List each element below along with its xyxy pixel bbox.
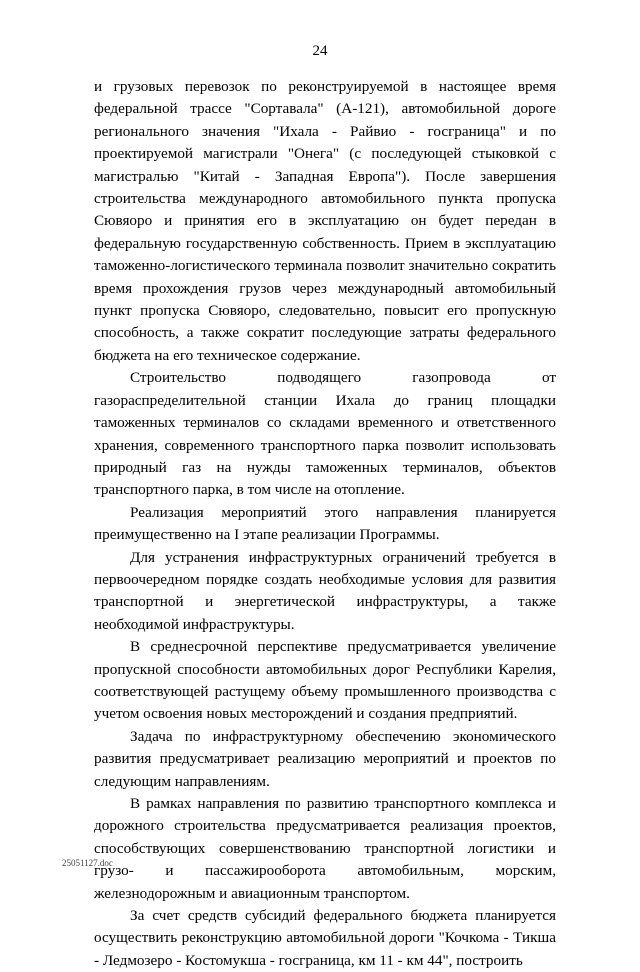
paragraph-2: Строительство подводящего газопровода от газораспределительной станции Ихала до границ площадки таможенных терминалов со складами временного и ответственного хранения, современного транспортного парка позволит использовать природный газ на нужды таможенных терминалов, объектов транспортного парка, в том числе на отопление. [94, 369, 556, 499]
page-number: 24 [312, 43, 328, 59]
paragraph-5: В среднесрочной перспективе предусматривается увеличение пропускной способности автомобильных дорог Республики Карелия, соответствующей растущему объему промышленного производства с учетом освоения новых месторождений и создания предприятий. [94, 638, 556, 723]
paragraph-3: Реализация мероприятий этого направления планируется преимущественно на I этапе реализации Программы. [94, 503, 556, 544]
paragraph-1: и грузовых перевозок по реконструируемой в настоящее время федеральной трассе "Сортавала" (А-121), автомобильной дороге регионального значения "Ихала - Райвио - госграница" и по проектируемой магистрали "Онега" (с последующей стыковкой с магистралью "Китай - Западная Европа"). После завершения строительства международного автомобильного пункта пропуска Сювяоро и принятия его в эксплуатацию он будет передан в федеральную государственную собственность. Прием в эксплуатацию таможенно-логистического терминала позволит значительно сократить время прохождения грузов через международный автомобильный пункт пропуска Сювяоро, следовательно, повысит его пропускную способность, а также сократит последующие затраты федерального бюджета на его техническое содержание. [94, 78, 556, 364]
footer-filename: 25051127.doc [62, 858, 113, 868]
paragraph-6: Задача по инфраструктурному обеспечению экономического развития предусматривает реализацию мероприятий и проектов по следующим направлениям. [94, 727, 556, 790]
paragraph-8: За счет средств субсидий федерального бюджета планируется осуществить реконструкцию автомобильной дороги "Кочкома - Тикша - Ледмозеро - Костомукша - госграница, км 11 - км 44", построить [94, 907, 556, 969]
paragraph-7: В рамках направления по развитию транспортного комплекса и дорожного строительства предусматривается реализация проектов, способствующих совершенствованию транспортной логистики и грузо- и пассажирооборота автомобильным, морским, железнодорожным и авиационным транспортом. [94, 795, 556, 902]
document-body [94, 76, 556, 972]
paragraph-4: Для устранения инфраструктурных ограничений требуется в первоочередном порядке создать необходимые условия для развития транспортной и энергетической инфраструктуры, а также необходимой инфраструктуры. [94, 548, 556, 633]
